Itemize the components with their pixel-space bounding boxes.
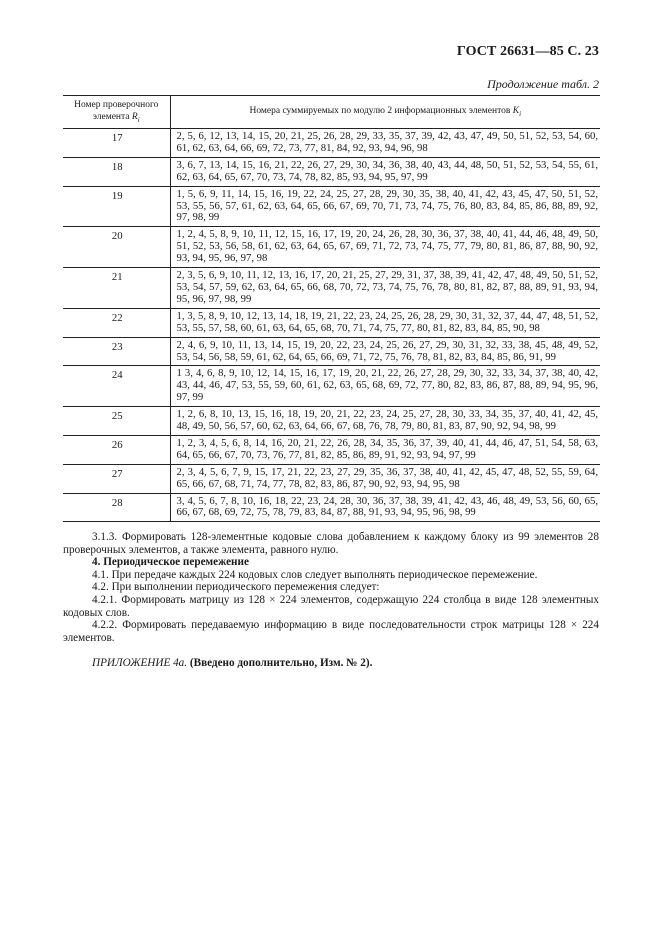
table-row	[63, 129, 600, 158]
check-element-number: 25	[63, 407, 170, 436]
col2-header-sub: i	[519, 109, 522, 118]
paragraph-4-2-2: 4.2.2. Формировать передаваемую информацию в виде последовательности строк матрицы 128 × 224 элементов.	[63, 619, 599, 644]
table-row	[63, 407, 600, 436]
col2-header-var: K	[512, 105, 520, 116]
table-row	[63, 337, 600, 366]
paragraph-4-1: 4.1. При передаче каждых 224 кодовых слов следует выполнять периодическое перемежение.	[92, 568, 538, 581]
section-4-heading: 4. Периодическое перемежение	[92, 556, 249, 569]
check-element-number: 27	[63, 464, 170, 493]
paragraph-4-2-1: 4.2.1. Формировать матрицу из 128 × 224 элементов, содержащую 224 столбца в виде 128 элементных кодовых слов.	[63, 593, 599, 619]
check-elements-table	[63, 95, 600, 522]
info-element-numbers: 1, 3, 5, 8, 9, 10, 12, 13, 14, 18, 19, 21, 22, 23, 24, 25, 26, 28, 29, 30, 31, 32, 37, 44, 47, 48, 51, 52, 53, 55, 57, 58, 60, 61, 63, 64, 65, 68, 70, 71, 74, 75, 77, 80, 81, 82, 83, 84, 85, 90, 98	[176, 309, 598, 334]
body-text	[63, 531, 599, 670]
info-element-numbers: 1 3, 4, 6, 8, 9, 10, 12, 14, 15, 16, 17, 19, 20, 21, 22, 26, 27, 28, 29, 30, 32, 33, 34, 37, 38, 40, 42, 43, 44, 46, 47, 53, 55, 59, 60, 61, 62, 63, 65, 68, 69, 72, 77, 80, 82, 83, 86, 87, 88, 89, 94, 95, 96, 97, 99	[176, 367, 598, 404]
appendix-note	[92, 657, 599, 670]
table-2-continuation	[63, 95, 600, 522]
check-element-number: 19	[63, 186, 170, 227]
check-element-number: 21	[63, 268, 170, 309]
col-header-info-elements	[170, 96, 600, 129]
table-row	[63, 464, 600, 493]
info-element-numbers: 2, 5, 6, 12, 13, 14, 15, 20, 21, 25, 26, 28, 29, 33, 35, 37, 39, 42, 43, 47, 49, 50, 51, 52, 53, 54, 60, 61, 62, 63, 64, 66, 69, 72, 73, 77, 81, 84, 92, 93, 94, 96, 98	[176, 130, 598, 154]
paragraph-3-1-3: 3.1.3. Формировать 128-элементные кодовые слова добавлением к каждому блоку из 99 элементов 28 проверочных элементов, а также элемента, равного нулю.	[63, 531, 599, 556]
paragraph-4-2: 4.2. При выполнении периодического перемежения следует:	[92, 581, 380, 594]
appendix-italic: ПРИЛОЖЕНИЕ 4а.	[92, 657, 188, 670]
appendix-bold: (Введено дополнительно, Изм. № 2).	[189, 657, 373, 670]
table-row	[63, 493, 600, 522]
table-row	[63, 308, 600, 337]
check-element-number: 28	[63, 493, 170, 522]
table-row	[63, 157, 600, 186]
check-element-number: 17	[63, 129, 170, 158]
table-row	[63, 366, 600, 407]
info-element-numbers: 2, 3, 5, 6, 9, 10, 11, 12, 13, 16, 17, 20, 21, 25, 27, 29, 31, 37, 38, 39, 41, 42, 47, 48, 49, 50, 51, 52, 53, 54, 57, 59, 62, 63, 64, 65, 66, 68, 70, 72, 73, 74, 75, 76, 78, 80, 81, 82, 87, 88, 89, 91, 93, 94, 95, 96, 97, 98, 99	[176, 269, 598, 305]
check-element-number: 26	[63, 435, 170, 464]
table-continuation-note: Продолжение табл. 2	[487, 77, 599, 91]
table-header-row	[63, 96, 600, 129]
info-element-numbers: 2, 3, 4, 5, 6, 7, 9, 15, 17, 21, 22, 23, 27, 29, 35, 36, 37, 38, 40, 41, 42, 45, 47, 48, 52, 55, 59, 64, 65, 66, 67, 68, 71, 74, 77, 78, 82, 83, 86, 87, 90, 92, 93, 94, 95, 98	[176, 465, 598, 490]
info-element-numbers: 1, 2, 3, 4, 5, 6, 8, 14, 16, 20, 21, 22, 26, 28, 34, 35, 36, 37, 39, 40, 41, 44, 46, 47, 51, 54, 58, 63, 64, 65, 66, 67, 70, 73, 76, 77, 81, 82, 85, 86, 89, 91, 92, 93, 94, 97, 99	[176, 436, 598, 461]
col-header-check-element	[63, 96, 170, 129]
col1-header-var: R	[131, 111, 138, 122]
check-element-number: 18	[63, 157, 170, 186]
check-element-number: 20	[63, 227, 170, 268]
table-row	[63, 435, 600, 464]
col1-header-sub: i	[137, 115, 140, 124]
check-element-number: 24	[63, 366, 170, 407]
table-row	[63, 186, 600, 227]
col1-header-line1: Номер проверочного	[74, 99, 159, 110]
check-element-number: 22	[63, 308, 170, 337]
info-element-numbers: 1, 5, 6, 9, 11, 14, 15, 16, 19, 22, 24, 25, 27, 28, 29, 30, 35, 38, 40, 41, 42, 43, 45, 47, 50, 51, 52, 53, 55, 56, 57, 61, 62, 63, 64, 65, 66, 67, 69, 70, 71, 73, 74, 75, 76, 80, 83, 84, 85, 86, 88, 89, 92, 97, 98, 99	[176, 187, 598, 224]
info-element-numbers: 1, 2, 6, 8, 10, 13, 15, 16, 18, 19, 20, 21, 22, 23, 24, 25, 27, 28, 30, 33, 34, 35, 37, 40, 41, 42, 45, 48, 49, 50, 56, 57, 60, 62, 63, 64, 66, 67, 68, 76, 78, 79, 80, 81, 83, 87, 90, 92, 94, 98, 99	[176, 408, 598, 433]
info-element-numbers: 1, 2, 4, 5, 8, 9, 10, 11, 12, 15, 16, 17, 19, 20, 24, 26, 28, 30, 36, 37, 38, 40, 41, 44, 46, 48, 49, 50, 51, 52, 53, 56, 58, 61, 62, 63, 64, 65, 67, 69, 71, 72, 73, 74, 75, 77, 79, 80, 81, 86, 87, 88, 90, 92, 93, 94, 95, 96, 97, 98	[176, 228, 598, 265]
table-body	[63, 129, 600, 522]
col2-header-text: Номера суммируемых по модулю 2 информационных элементов	[249, 105, 511, 116]
table-row	[63, 227, 600, 268]
col1-header-line2: элемента	[92, 111, 130, 122]
info-element-numbers: 3, 6, 7, 13, 14, 15, 16, 21, 22, 26, 27, 29, 30, 34, 36, 38, 40, 43, 44, 48, 50, 51, 52, 53, 54, 55, 61, 62, 63, 64, 65, 67, 70, 73, 74, 78, 82, 85, 93, 94, 95, 97, 99	[176, 158, 598, 183]
page-header: ГОСТ 26631—85 С. 23	[456, 44, 599, 59]
info-element-numbers: 3, 4, 5, 6, 7, 8, 10, 16, 18, 22, 23, 24, 28, 30, 36, 37, 38, 39, 41, 42, 43, 46, 48, 49, 53, 56, 60, 65, 66, 67, 68, 69, 72, 75, 78, 79, 83, 84, 87, 88, 91, 93, 94, 95, 96, 98, 99	[176, 494, 598, 519]
table-row	[63, 268, 600, 309]
check-element-number: 23	[63, 337, 170, 366]
info-element-numbers: 2, 4, 6, 9, 10, 11, 13, 14, 15, 19, 20, 22, 23, 24, 25, 26, 27, 29, 30, 31, 32, 33, 38, 45, 48, 49, 52, 53, 54, 56, 58, 59, 61, 62, 64, 65, 66, 69, 71, 72, 75, 76, 78, 81, 82, 83, 84, 85, 86, 91, 99	[176, 338, 598, 363]
